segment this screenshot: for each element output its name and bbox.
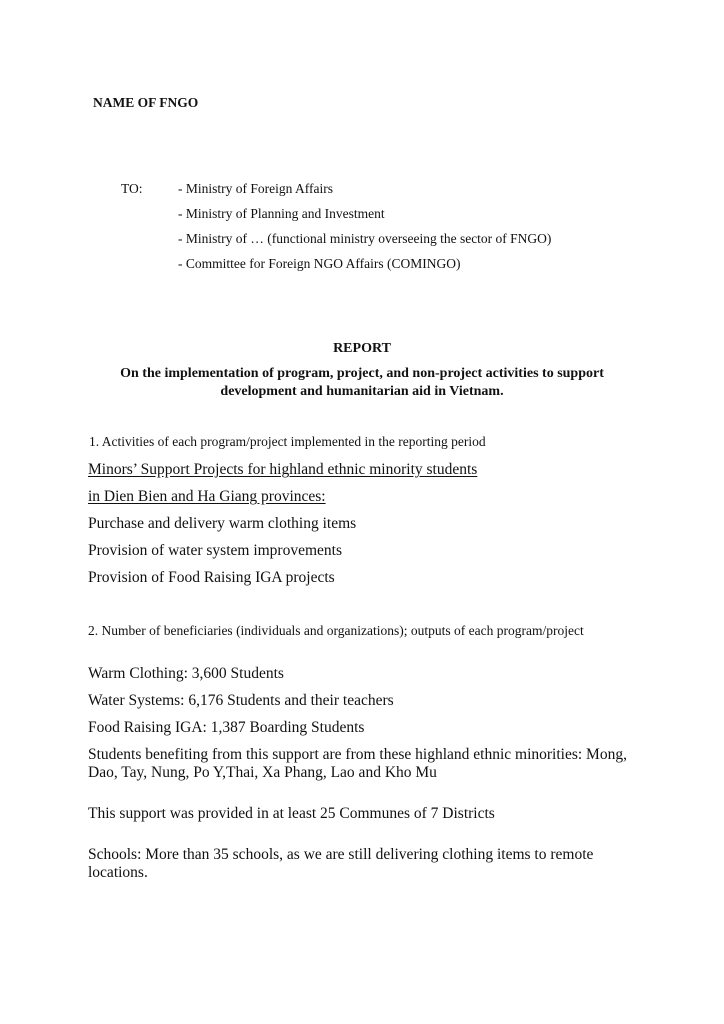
project-title-line-1 (88, 461, 477, 488)
section-2-heading: 2. Number of beneficiaries (individuals and organizations); outputs of each program/project (88, 623, 584, 638)
recipient-item: - Committee for Foreign NGO Affairs (COMINGO) (178, 256, 461, 271)
recipient-item: - Ministry of … (functional ministry overseeing the sector of FNGO) (178, 231, 552, 246)
activity-item: Purchase and delivery warm clothing items (88, 515, 357, 532)
figure-item: Water Systems: 6,176 Students and their teachers (88, 692, 394, 709)
project-title-text: Minors’ Support Projects for highland ethnic minority students (88, 461, 478, 478)
beneficiary-figures (88, 665, 394, 746)
activity-item: Provision of water system improvements (88, 542, 342, 559)
organization-name: NAME OF FNGO (93, 95, 199, 110)
figure-item: Warm Clothing: 3,600 Students (88, 665, 284, 682)
project-title-text: in Dien Bien and Ha Giang provinces: (88, 488, 326, 505)
project-activities (88, 461, 477, 596)
minorities-paragraph: Students benefiting from this support are from these highland ethnic minorities: Mong, Dao, Tay, Nung, Po Y,Thai, Xa Phang, Lao and Kho Mu (88, 746, 627, 781)
activity-item: Provision of Food Raising IGA projects (88, 569, 335, 586)
recipient-item: - Ministry of Foreign Affairs (178, 181, 333, 196)
project-title-line-2 (88, 488, 477, 515)
section-1-heading: 1. Activities of each program/project implemented in the reporting period (89, 434, 486, 449)
recipient-list (178, 181, 551, 281)
communes-paragraph: This support was provided in at least 25 Communes of 7 Districts (88, 805, 495, 822)
report-subtitle: On the implementation of program, project, and non-project activities to support development and humanitarian aid in Vietnam. (120, 366, 604, 399)
figure-item: Food Raising IGA: 1,387 Boarding Students (88, 719, 365, 736)
report-title: REPORT (333, 341, 391, 356)
recipient-item: - Ministry of Planning and Investment (178, 206, 385, 221)
to-label: TO: (121, 181, 143, 196)
schools-paragraph: Schools: More than 35 schools, as we are still delivering clothing items to remote locations. (88, 846, 594, 881)
